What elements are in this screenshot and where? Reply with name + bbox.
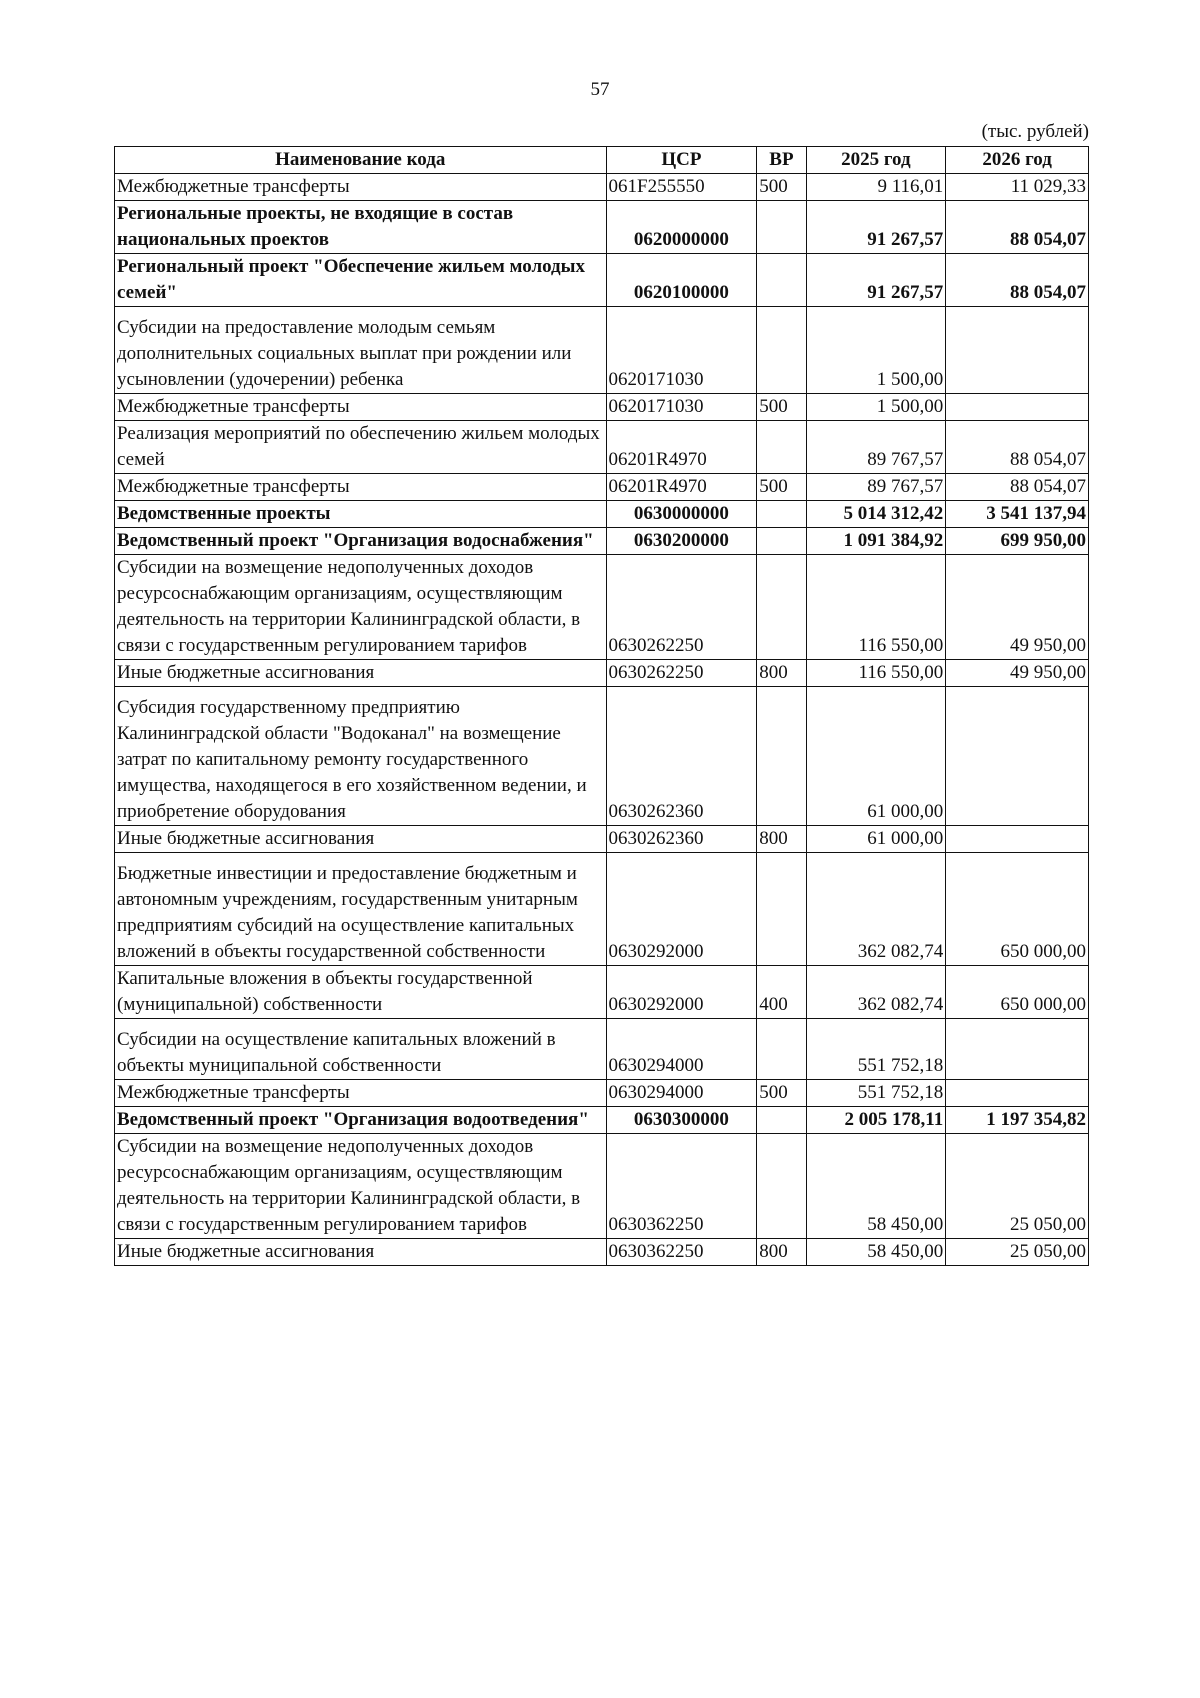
- header-2025: 2025 год: [806, 147, 946, 174]
- cell-2025: 1 500,00: [806, 307, 946, 394]
- cell-2025: 89 767,57: [806, 421, 946, 474]
- cell-2026: 1 197 354,82: [946, 1107, 1089, 1134]
- cell-name: Субсидии на предоставление молодым семьям дополнительных социальных выплат при рождении или усыновлении (удочерении) ребенка: [115, 307, 607, 394]
- cell-vr: 500: [757, 394, 806, 421]
- cell-2026: [946, 394, 1089, 421]
- cell-2026: 3 541 137,94: [946, 501, 1089, 528]
- table-body: [115, 174, 1089, 1266]
- cell-2025: 362 082,74: [806, 966, 946, 1019]
- table-row: [115, 687, 1089, 826]
- cell-2026: 650 000,00: [946, 966, 1089, 1019]
- table-row: [115, 1019, 1089, 1080]
- table-row: [115, 555, 1089, 660]
- cell-csr: 0630362250: [606, 1134, 757, 1239]
- cell-csr: 0620171030: [606, 394, 757, 421]
- cell-csr: 0630294000: [606, 1019, 757, 1080]
- table-row: [115, 1080, 1089, 1107]
- cell-2025: 9 116,01: [806, 174, 946, 201]
- cell-2025: 116 550,00: [806, 555, 946, 660]
- cell-vr: [757, 421, 806, 474]
- cell-2026: [946, 1019, 1089, 1080]
- cell-csr: 0630294000: [606, 1080, 757, 1107]
- table-row: [115, 174, 1089, 201]
- table-row: [115, 660, 1089, 687]
- cell-name: Межбюджетные трансферты: [115, 1080, 607, 1107]
- cell-2026: 49 950,00: [946, 555, 1089, 660]
- cell-csr: 061F255550: [606, 174, 757, 201]
- cell-csr: 0630292000: [606, 853, 757, 966]
- cell-name: Субсидии на осуществление капитальных вложений в объекты муниципальной собственности: [115, 1019, 607, 1080]
- cell-vr: [757, 501, 806, 528]
- cell-csr: 0620000000: [606, 201, 757, 254]
- cell-csr: 0630262360: [606, 826, 757, 853]
- cell-vr: [757, 254, 806, 307]
- cell-name: Капитальные вложения в объекты государственной (муниципальной) собственности: [115, 966, 607, 1019]
- cell-vr: [757, 853, 806, 966]
- cell-2026: [946, 307, 1089, 394]
- cell-2026: 11 029,33: [946, 174, 1089, 201]
- cell-vr: 400: [757, 966, 806, 1019]
- cell-2026: 88 054,07: [946, 474, 1089, 501]
- header-name: Наименование кода: [115, 147, 607, 174]
- cell-2025: 58 450,00: [806, 1239, 946, 1266]
- table-row: [115, 853, 1089, 966]
- table-row: [115, 394, 1089, 421]
- cell-vr: 500: [757, 174, 806, 201]
- cell-csr: 0630262250: [606, 660, 757, 687]
- cell-2026: 49 950,00: [946, 660, 1089, 687]
- budget-table: [114, 146, 1089, 1266]
- table-header-row: [115, 147, 1089, 174]
- cell-vr: 800: [757, 660, 806, 687]
- cell-vr: [757, 687, 806, 826]
- cell-vr: [757, 201, 806, 254]
- cell-vr: 500: [757, 474, 806, 501]
- table-row: [115, 307, 1089, 394]
- cell-vr: [757, 1019, 806, 1080]
- cell-2026: 88 054,07: [946, 254, 1089, 307]
- header-vr: ВР: [757, 147, 806, 174]
- cell-2026: [946, 826, 1089, 853]
- cell-2026: [946, 1080, 1089, 1107]
- cell-csr: 0630362250: [606, 1239, 757, 1266]
- cell-2025: 362 082,74: [806, 853, 946, 966]
- cell-vr: [757, 528, 806, 555]
- cell-2026: 650 000,00: [946, 853, 1089, 966]
- table-row: [115, 1107, 1089, 1134]
- cell-2025: 61 000,00: [806, 826, 946, 853]
- cell-name: Региональные проекты, не входящие в состав национальных проектов: [115, 201, 607, 254]
- cell-csr: 0630262360: [606, 687, 757, 826]
- cell-vr: [757, 1107, 806, 1134]
- cell-2026: [946, 687, 1089, 826]
- cell-2026: 88 054,07: [946, 201, 1089, 254]
- cell-name: Иные бюджетные ассигнования: [115, 660, 607, 687]
- cell-vr: [757, 307, 806, 394]
- table-row: [115, 1239, 1089, 1266]
- cell-name: Субсидии на возмещение недополученных доходов ресурсоснабжающим организациям, осуществляющим деятельность на территории Калининградской области, в связи с государственным регулированием тарифов: [115, 555, 607, 660]
- cell-2025: 551 752,18: [806, 1019, 946, 1080]
- cell-2026: 25 050,00: [946, 1134, 1089, 1239]
- table-row: [115, 528, 1089, 555]
- table-row: [115, 1134, 1089, 1239]
- cell-2026: 88 054,07: [946, 421, 1089, 474]
- cell-name: Межбюджетные трансферты: [115, 394, 607, 421]
- cell-name: Межбюджетные трансферты: [115, 174, 607, 201]
- cell-name: Бюджетные инвестиции и предоставление бюджетным и автономным учреждениям, государственным унитарным предприятиям субсидий на осуществление капитальных вложений в объекты государственной собственности: [115, 853, 607, 966]
- cell-name: Ведомственные проекты: [115, 501, 607, 528]
- cell-name: Ведомственный проект "Организация водоотведения": [115, 1107, 607, 1134]
- cell-name: Межбюджетные трансферты: [115, 474, 607, 501]
- header-2026: 2026 год: [946, 147, 1089, 174]
- cell-csr: 0630262250: [606, 555, 757, 660]
- cell-2026: 699 950,00: [946, 528, 1089, 555]
- table-row: [115, 966, 1089, 1019]
- cell-2025: 5 014 312,42: [806, 501, 946, 528]
- table-row: [115, 826, 1089, 853]
- cell-csr: 06201R4970: [606, 474, 757, 501]
- cell-csr: 0630200000: [606, 528, 757, 555]
- cell-csr: 0630292000: [606, 966, 757, 1019]
- cell-2025: 551 752,18: [806, 1080, 946, 1107]
- table-row: [115, 501, 1089, 528]
- cell-name: Реализация мероприятий по обеспечению жильем молодых семей: [115, 421, 607, 474]
- cell-2025: 89 767,57: [806, 474, 946, 501]
- cell-csr: 06201R4970: [606, 421, 757, 474]
- cell-name: Иные бюджетные ассигнования: [115, 1239, 607, 1266]
- cell-2025: 1 500,00: [806, 394, 946, 421]
- cell-csr: 0630300000: [606, 1107, 757, 1134]
- cell-2025: 116 550,00: [806, 660, 946, 687]
- cell-2025: 91 267,57: [806, 254, 946, 307]
- table-row: [115, 201, 1089, 254]
- cell-name: Субсидии на возмещение недополученных доходов ресурсоснабжающим организациям, осуществляющим деятельность на территории Калининградской области, в связи с государственным регулированием тарифов: [115, 1134, 607, 1239]
- cell-2026: 25 050,00: [946, 1239, 1089, 1266]
- table-row: [115, 421, 1089, 474]
- table-row: [115, 254, 1089, 307]
- cell-2025: 91 267,57: [806, 201, 946, 254]
- cell-name: Субсидия государственному предприятию Калининградской области "Водоканал" на возмещение затрат по капитальному ремонту государственного имущества, находящегося в его хозяйственном ведении, и приобретение оборудования: [115, 687, 607, 826]
- cell-2025: 1 091 384,92: [806, 528, 946, 555]
- cell-2025: 61 000,00: [806, 687, 946, 826]
- units-label: (тыс. рублей): [981, 121, 1089, 142]
- cell-vr: 500: [757, 1080, 806, 1107]
- cell-2025: 2 005 178,11: [806, 1107, 946, 1134]
- cell-csr: 0620100000: [606, 254, 757, 307]
- cell-vr: [757, 555, 806, 660]
- cell-2025: 58 450,00: [806, 1134, 946, 1239]
- table-row: [115, 474, 1089, 501]
- cell-vr: [757, 1134, 806, 1239]
- cell-csr: 0630000000: [606, 501, 757, 528]
- cell-vr: 800: [757, 826, 806, 853]
- header-csr: ЦСР: [606, 147, 757, 174]
- cell-csr: 0620171030: [606, 307, 757, 394]
- page-number: 57: [590, 79, 610, 100]
- cell-name: Региональный проект "Обеспечение жильем молодых семей": [115, 254, 607, 307]
- cell-name: Ведомственный проект "Организация водоснабжения": [115, 528, 607, 555]
- cell-vr: 800: [757, 1239, 806, 1266]
- cell-name: Иные бюджетные ассигнования: [115, 826, 607, 853]
